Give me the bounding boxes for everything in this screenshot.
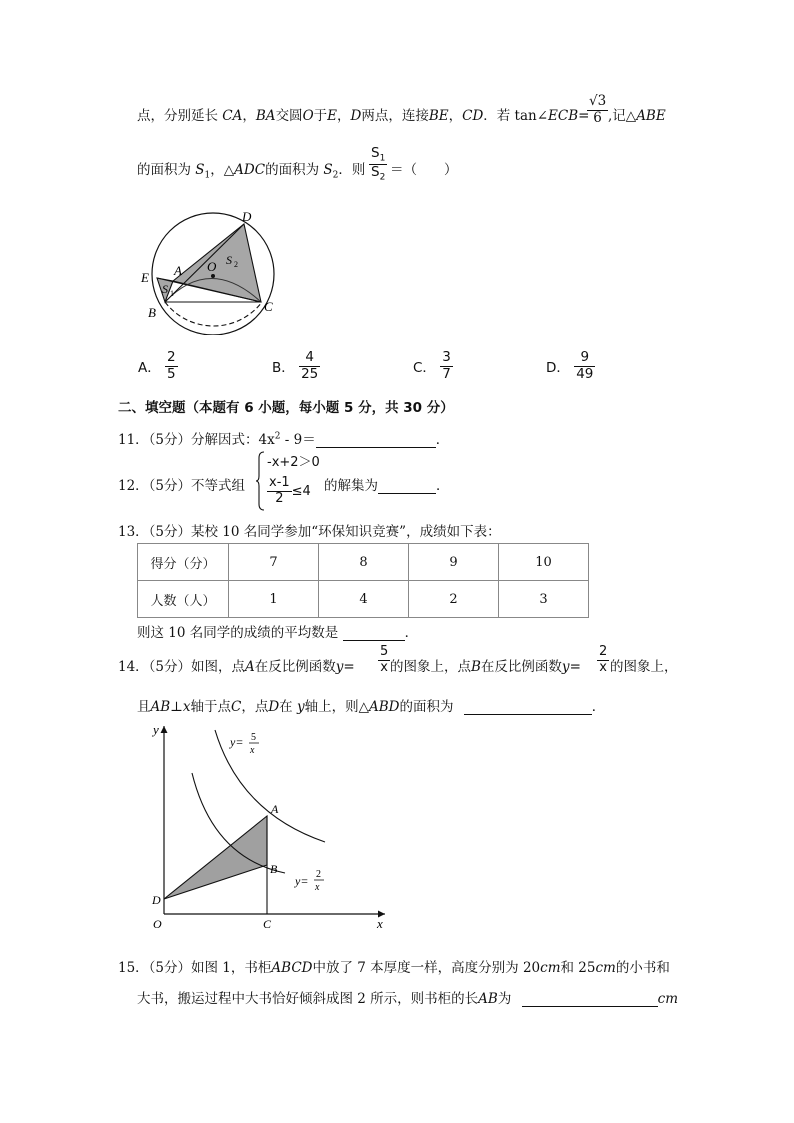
frac-denominator: 2	[275, 490, 284, 506]
label-d: D	[152, 893, 161, 907]
var-a: A	[245, 659, 255, 675]
q14-text: ，点	[241, 699, 269, 715]
frac-numerator: 2	[167, 349, 176, 365]
punct: ，	[337, 108, 351, 124]
frac-denominator: 6	[593, 109, 602, 126]
label-c: C	[264, 299, 273, 314]
q12-ineq1: -x+2＞0	[267, 455, 320, 470]
q15-text: 的小书和	[615, 960, 670, 976]
q15-text: 和 25	[560, 960, 596, 976]
option-letter: A．	[138, 360, 161, 377]
label-s2: S	[226, 253, 232, 267]
var-y: y	[335, 659, 344, 675]
curve1-den: x	[250, 745, 255, 756]
var-x: x	[182, 699, 191, 715]
y-axis-label: y	[153, 722, 159, 737]
superscript: 2	[274, 431, 281, 442]
answer-blank[interactable]	[378, 479, 436, 494]
var-c: C	[231, 699, 242, 715]
q13-text: 则这 10 名同学的成绩的平均数是	[137, 625, 339, 641]
punct: ，	[242, 108, 256, 124]
frac-denominator: x	[380, 659, 388, 675]
answer-paren: ＝（ ）	[390, 162, 458, 178]
x-axis-label: x	[377, 916, 383, 931]
brace-icon	[256, 450, 266, 512]
var-y: y	[296, 699, 305, 715]
curve2-label: y=	[295, 874, 309, 888]
unit-cm: cm	[595, 960, 616, 976]
curve2-num: 2	[316, 869, 321, 880]
q12-suffix	[324, 474, 450, 494]
q12-text: 12．（5分）不等式组	[118, 478, 246, 494]
var-ab: AB	[478, 991, 498, 1007]
q14-text: 轴于点	[190, 699, 231, 715]
subscript: 1	[379, 153, 386, 164]
var-y: y	[561, 659, 570, 675]
q11-text: 11．（5分）分解因式：4x	[118, 432, 275, 448]
var-abcd: ABCD	[271, 960, 313, 976]
q10-text: 的面积为	[265, 162, 320, 178]
q10-answer-paren	[390, 158, 458, 178]
q10-ratio-fraction	[369, 146, 387, 183]
curve1-num: 5	[251, 732, 256, 743]
option-letter: B．	[272, 360, 295, 377]
q14-text: 在反比例函数	[480, 659, 562, 675]
answer-blank[interactable]	[343, 626, 405, 641]
q10-text: 点，分别延长	[137, 108, 218, 124]
table-cell: 3	[499, 581, 589, 618]
q10-text: 两点，连接	[361, 108, 429, 124]
subscript: 2	[332, 170, 339, 181]
q15-text: 中放了 7 本厚度一样，高度分别为 20	[312, 960, 541, 976]
subscript: 1	[204, 170, 211, 181]
punct: ．	[404, 625, 419, 641]
label-a: A	[271, 802, 279, 816]
frac-denominator: 25	[301, 365, 319, 382]
table-cell: 10	[499, 544, 589, 581]
triangle-adc	[173, 224, 261, 302]
q13-text: 13．（5分）某校 10 名同学参加“环保知识竞赛”，成绩如下表：	[118, 524, 501, 540]
unit-cm: cm	[657, 991, 679, 1007]
q11	[118, 428, 449, 448]
table-cell: 4	[319, 581, 409, 618]
q14-line1-end: 的图象上，	[610, 659, 678, 675]
var-s2: S	[323, 162, 333, 178]
label-o: O	[207, 259, 217, 274]
punct: ．	[591, 699, 606, 715]
q14-frac2	[597, 645, 609, 676]
q12-text: 的解集为	[324, 478, 378, 494]
q10-text: ．则	[338, 162, 366, 178]
ineq-tail: ≤4	[291, 483, 311, 499]
frac-numerator: √3	[589, 93, 607, 109]
equals-sign: =	[569, 659, 581, 675]
q14-text: 且	[137, 699, 151, 715]
table-cell: 8	[319, 544, 409, 581]
table-row	[138, 544, 589, 581]
option-letter: C．	[413, 360, 436, 377]
var-abe: ABE	[636, 108, 666, 124]
q10-text: 于	[313, 108, 328, 124]
option-d[interactable]	[546, 350, 595, 382]
var-ba: BA	[255, 108, 276, 124]
table-cell: 2	[409, 581, 499, 618]
answer-blank[interactable]	[522, 992, 658, 1007]
center-point	[211, 274, 215, 278]
q14-line1-mid	[390, 655, 581, 675]
q11-text: - 9＝	[280, 432, 316, 448]
var-s1: S	[195, 162, 205, 178]
q14-line2	[137, 695, 605, 715]
q15-text: 15．（5分）如图 1，书柜	[118, 960, 272, 976]
table-cell: 1	[229, 581, 319, 618]
q10-circle-figure	[135, 205, 285, 335]
punct: ．	[435, 432, 450, 448]
q15-text: 为	[497, 991, 512, 1007]
var-cd: CD	[462, 108, 484, 124]
q10-text: ,记△	[608, 108, 637, 124]
punct: ．	[436, 478, 450, 494]
q14-graph-figure	[145, 718, 395, 933]
frac-numerator: x-1	[269, 475, 290, 490]
perp-sign: ⊥	[170, 699, 183, 715]
q15-text: 大书，搬运过程中大书恰好倾斜成图 2 所示，则书柜的长	[137, 991, 479, 1007]
var-o: O	[302, 108, 314, 124]
equals-sign: =	[343, 659, 355, 675]
var-ecb: ECB	[548, 108, 579, 124]
frac-numerator: 3	[442, 349, 451, 365]
frac-numerator: S	[371, 145, 380, 161]
q14-text: 的面积为	[399, 699, 454, 715]
q12-prefix	[118, 474, 245, 494]
option-a[interactable]	[138, 350, 178, 382]
label-s1-sub: 1	[170, 289, 174, 298]
q14-text: 在	[279, 699, 293, 715]
var-b: B	[471, 659, 481, 675]
option-c[interactable]	[413, 350, 453, 382]
label-s1: S	[162, 282, 168, 296]
frac-denominator: S	[371, 164, 380, 181]
subscript: 2	[379, 172, 386, 183]
frac-numerator: 4	[299, 350, 320, 367]
q10-line2	[137, 158, 365, 181]
table-cell: 9	[409, 544, 499, 581]
q14-text: 的图象上，点	[390, 659, 471, 675]
frac-denominator: 7	[442, 365, 451, 382]
answer-blank[interactable]	[464, 700, 592, 715]
table-cell: 得分（分）	[138, 544, 229, 581]
var-adc: ADC	[234, 162, 266, 178]
q15-line1	[118, 956, 670, 976]
frac-denominator: x	[599, 659, 607, 675]
q14-text: 轴上，则△	[304, 699, 369, 715]
q14-text: 在反比例函数	[254, 659, 336, 675]
frac-numerator: 5	[380, 644, 389, 659]
q10-text: ．若 tan∠	[483, 108, 549, 124]
label-e: E	[141, 270, 149, 285]
q14-text: 14．（5分）如图，点	[118, 659, 246, 675]
q14-line1	[118, 655, 355, 675]
label-c: C	[263, 917, 272, 931]
frac-denominator: 49	[576, 365, 594, 382]
var-be: BE	[428, 108, 449, 124]
frac-numerator: 2	[599, 644, 608, 659]
q13-after	[137, 621, 418, 641]
table-cell: 7	[229, 544, 319, 581]
q10-line1	[137, 104, 589, 124]
table-row	[138, 581, 589, 618]
q10-tan-fraction	[587, 94, 608, 126]
label-a: A	[174, 263, 182, 278]
option-letter: D．	[546, 360, 570, 377]
q12-ineq2	[267, 476, 311, 507]
frac-denominator: 5	[167, 365, 176, 382]
var-ab: AB	[150, 699, 171, 715]
q10-text: 交圆	[275, 108, 303, 124]
frac-numerator: 9	[574, 350, 595, 367]
option-b[interactable]	[272, 350, 320, 382]
var-e: E	[327, 108, 337, 124]
unit-cm: cm	[540, 960, 561, 976]
punct: ，	[448, 108, 463, 124]
q10-text: ，△	[210, 162, 235, 178]
score-table	[137, 543, 589, 618]
q10-text: 的面积为	[137, 162, 191, 178]
q15-line2	[137, 987, 678, 1007]
curve2-den: x	[315, 882, 320, 893]
label-b: B	[148, 305, 156, 320]
label-b: B	[270, 862, 278, 876]
var-d: D	[350, 108, 362, 124]
answer-blank[interactable]	[316, 433, 436, 448]
var-abd: ABD	[369, 699, 400, 715]
q14-frac1	[378, 645, 390, 676]
q10-line1-tail	[608, 104, 666, 124]
var-d: D	[268, 699, 280, 715]
section-title: 二、填空题（本题有 6 小题，每小题 5 分，共 30 分）	[118, 400, 454, 416]
label-s2-sub: 2	[234, 260, 238, 269]
table-cell: 人数（人）	[138, 581, 229, 618]
label-d: D	[242, 209, 252, 224]
arc-mask	[165, 302, 262, 326]
label-o: O	[153, 917, 162, 931]
equals-sign: =	[578, 108, 590, 124]
var-ca: CA	[222, 108, 243, 124]
curve1-label: y=	[230, 735, 244, 749]
